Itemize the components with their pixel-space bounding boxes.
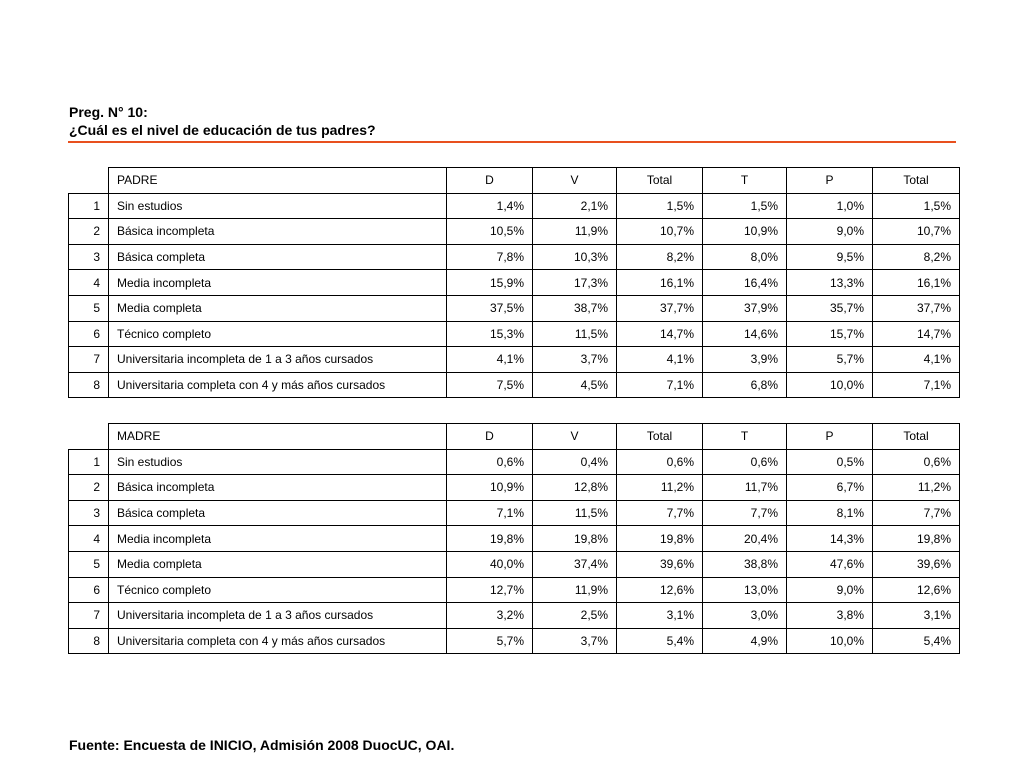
value-cell: 0,6% — [703, 449, 787, 475]
row-category: Sin estudios — [109, 449, 447, 475]
value-cell: 1,0% — [787, 193, 873, 219]
value-cell: 19,8% — [873, 526, 960, 552]
table-row — [69, 372, 960, 398]
value-cell: 37,5% — [447, 295, 533, 321]
row-category: Técnico completo — [109, 577, 447, 603]
table-row — [69, 475, 960, 501]
value-cell: 13,0% — [703, 577, 787, 603]
column-header: Total — [617, 168, 703, 194]
value-cell: 10,0% — [787, 372, 873, 398]
column-header: T — [703, 424, 787, 450]
row-category: Media completa — [109, 551, 447, 577]
value-cell: 1,5% — [873, 193, 960, 219]
row-category: Universitaria completa con 4 y más años cursados — [109, 628, 447, 654]
value-cell: 8,2% — [617, 244, 703, 270]
row-index: 8 — [69, 628, 109, 654]
value-cell: 9,0% — [787, 219, 873, 245]
value-cell: 5,4% — [617, 628, 703, 654]
row-index: 4 — [69, 526, 109, 552]
value-cell: 4,1% — [447, 347, 533, 373]
value-cell: 5,7% — [447, 628, 533, 654]
row-category: Universitaria incompleta de 1 a 3 años cursados — [109, 347, 447, 373]
row-category: Media completa — [109, 295, 447, 321]
value-cell: 19,8% — [533, 526, 617, 552]
row-category: Media incompleta — [109, 270, 447, 296]
column-header: D — [447, 168, 533, 194]
value-cell: 5,4% — [873, 628, 960, 654]
value-cell: 1,5% — [617, 193, 703, 219]
value-cell: 11,2% — [873, 475, 960, 501]
column-header: Total — [617, 424, 703, 450]
question-title — [69, 103, 376, 139]
value-cell: 7,1% — [617, 372, 703, 398]
value-cell: 39,6% — [617, 551, 703, 577]
value-cell: 10,9% — [447, 475, 533, 501]
table-row — [69, 449, 960, 475]
padre-table — [68, 167, 960, 398]
column-header: P — [787, 424, 873, 450]
value-cell: 38,7% — [533, 295, 617, 321]
value-cell: 15,7% — [787, 321, 873, 347]
value-cell: 11,5% — [533, 500, 617, 526]
value-cell: 8,2% — [873, 244, 960, 270]
row-index: 7 — [69, 603, 109, 629]
value-cell: 4,9% — [703, 628, 787, 654]
table-row — [69, 321, 960, 347]
table-row — [69, 526, 960, 552]
row-category: Sin estudios — [109, 193, 447, 219]
value-cell: 14,6% — [703, 321, 787, 347]
value-cell: 15,3% — [447, 321, 533, 347]
value-cell: 3,8% — [787, 603, 873, 629]
row-index: 6 — [69, 321, 109, 347]
value-cell: 0,4% — [533, 449, 617, 475]
table-row — [69, 603, 960, 629]
table-row — [69, 219, 960, 245]
value-cell: 3,9% — [703, 347, 787, 373]
madre-table — [68, 423, 960, 654]
value-cell: 15,9% — [447, 270, 533, 296]
column-header: D — [447, 424, 533, 450]
value-cell: 1,5% — [703, 193, 787, 219]
value-cell: 5,7% — [787, 347, 873, 373]
source-note: Fuente: Encuesta de INICIO, Admisión 2008 DuocUC, OAI. — [69, 737, 455, 753]
row-index: 3 — [69, 244, 109, 270]
header-blank-cell — [69, 168, 109, 194]
value-cell: 7,1% — [873, 372, 960, 398]
table-row — [69, 347, 960, 373]
row-index: 5 — [69, 295, 109, 321]
value-cell: 2,1% — [533, 193, 617, 219]
value-cell: 11,9% — [533, 219, 617, 245]
row-index: 7 — [69, 347, 109, 373]
title-divider — [68, 141, 956, 143]
value-cell: 10,9% — [703, 219, 787, 245]
row-index: 1 — [69, 193, 109, 219]
column-header: T — [703, 168, 787, 194]
value-cell: 11,9% — [533, 577, 617, 603]
column-header: Total — [873, 168, 960, 194]
value-cell: 9,0% — [787, 577, 873, 603]
table-row — [69, 193, 960, 219]
value-cell: 37,7% — [873, 295, 960, 321]
value-cell: 14,7% — [617, 321, 703, 347]
value-cell: 10,7% — [873, 219, 960, 245]
value-cell: 3,7% — [533, 628, 617, 654]
row-category: Técnico completo — [109, 321, 447, 347]
row-index: 4 — [69, 270, 109, 296]
question-text: ¿Cuál es el nivel de educación de tus padres? — [69, 122, 376, 138]
value-cell: 7,8% — [447, 244, 533, 270]
value-cell: 6,7% — [787, 475, 873, 501]
value-cell: 12,6% — [617, 577, 703, 603]
value-cell: 1,4% — [447, 193, 533, 219]
value-cell: 3,1% — [617, 603, 703, 629]
table-row — [69, 628, 960, 654]
value-cell: 7,5% — [447, 372, 533, 398]
table-row — [69, 500, 960, 526]
padre-table-body — [69, 168, 960, 398]
value-cell: 47,6% — [787, 551, 873, 577]
column-header: Total — [873, 424, 960, 450]
value-cell: 12,7% — [447, 577, 533, 603]
value-cell: 37,9% — [703, 295, 787, 321]
table-row — [69, 270, 960, 296]
value-cell: 7,7% — [617, 500, 703, 526]
table-group-label: MADRE — [109, 424, 447, 450]
table-row — [69, 295, 960, 321]
value-cell: 4,1% — [873, 347, 960, 373]
value-cell: 6,8% — [703, 372, 787, 398]
value-cell: 38,8% — [703, 551, 787, 577]
value-cell: 35,7% — [787, 295, 873, 321]
row-index: 5 — [69, 551, 109, 577]
table-row — [69, 577, 960, 603]
row-index: 2 — [69, 219, 109, 245]
value-cell: 16,4% — [703, 270, 787, 296]
row-index: 1 — [69, 449, 109, 475]
value-cell: 10,5% — [447, 219, 533, 245]
value-cell: 10,7% — [617, 219, 703, 245]
column-header: V — [533, 424, 617, 450]
value-cell: 10,0% — [787, 628, 873, 654]
table-header-row — [69, 168, 960, 194]
value-cell: 19,8% — [617, 526, 703, 552]
value-cell: 39,6% — [873, 551, 960, 577]
row-category: Universitaria incompleta de 1 a 3 años cursados — [109, 603, 447, 629]
column-header: P — [787, 168, 873, 194]
value-cell: 3,2% — [447, 603, 533, 629]
table-row — [69, 244, 960, 270]
value-cell: 12,6% — [873, 577, 960, 603]
header-blank-cell — [69, 424, 109, 450]
row-category: Básica completa — [109, 244, 447, 270]
value-cell: 2,5% — [533, 603, 617, 629]
value-cell: 12,8% — [533, 475, 617, 501]
row-category: Media incompleta — [109, 526, 447, 552]
value-cell: 13,3% — [787, 270, 873, 296]
value-cell: 9,5% — [787, 244, 873, 270]
value-cell: 4,1% — [617, 347, 703, 373]
value-cell: 19,8% — [447, 526, 533, 552]
value-cell: 4,5% — [533, 372, 617, 398]
value-cell: 3,7% — [533, 347, 617, 373]
value-cell: 11,5% — [533, 321, 617, 347]
value-cell: 0,6% — [447, 449, 533, 475]
value-cell: 7,7% — [873, 500, 960, 526]
question-number: Preg. N° 10: — [69, 104, 148, 120]
row-category: Básica completa — [109, 500, 447, 526]
row-index: 8 — [69, 372, 109, 398]
table-row — [69, 551, 960, 577]
value-cell: 11,2% — [617, 475, 703, 501]
value-cell: 14,3% — [787, 526, 873, 552]
value-cell: 20,4% — [703, 526, 787, 552]
value-cell: 40,0% — [447, 551, 533, 577]
row-category: Universitaria completa con 4 y más años cursados — [109, 372, 447, 398]
value-cell: 14,7% — [873, 321, 960, 347]
row-index: 6 — [69, 577, 109, 603]
value-cell: 10,3% — [533, 244, 617, 270]
row-category: Básica incompleta — [109, 219, 447, 245]
value-cell: 17,3% — [533, 270, 617, 296]
value-cell: 8,0% — [703, 244, 787, 270]
madre-table-body — [69, 424, 960, 654]
table-group-label: PADRE — [109, 168, 447, 194]
column-header: V — [533, 168, 617, 194]
table-header-row — [69, 424, 960, 450]
row-index: 2 — [69, 475, 109, 501]
value-cell: 37,7% — [617, 295, 703, 321]
value-cell: 0,6% — [617, 449, 703, 475]
value-cell: 16,1% — [873, 270, 960, 296]
value-cell: 3,0% — [703, 603, 787, 629]
value-cell: 0,5% — [787, 449, 873, 475]
row-index: 3 — [69, 500, 109, 526]
value-cell: 0,6% — [873, 449, 960, 475]
value-cell: 11,7% — [703, 475, 787, 501]
value-cell: 8,1% — [787, 500, 873, 526]
value-cell: 37,4% — [533, 551, 617, 577]
value-cell: 3,1% — [873, 603, 960, 629]
value-cell: 7,7% — [703, 500, 787, 526]
row-category: Básica incompleta — [109, 475, 447, 501]
value-cell: 7,1% — [447, 500, 533, 526]
value-cell: 16,1% — [617, 270, 703, 296]
